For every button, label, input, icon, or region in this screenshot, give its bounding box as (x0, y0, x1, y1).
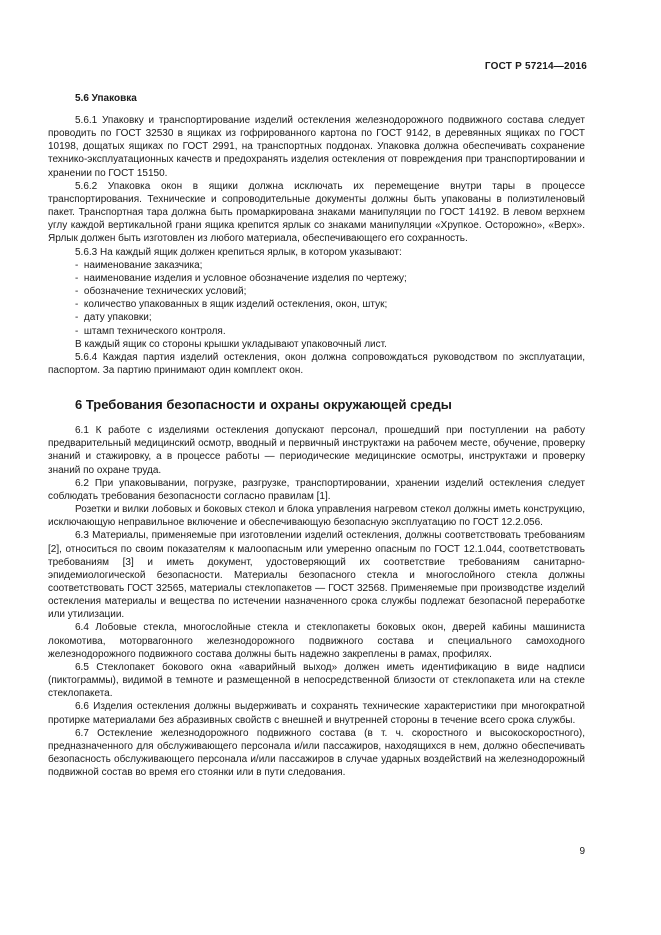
paragraph-6-4: 6.4 Лобовые стекла, многослойные стекла и стеклопакеты боковых окон, дверей кабины машиниста локомотива, моторвагонного железнодорожного подвижного состава и специального самоходного железнодорожного подвижного состава должны быть надежно закреплены в рамах, профилях. (48, 622, 585, 660)
list-item: - штамп технического контроля. (48, 325, 585, 338)
paragraph-6-2: 6.2 При упаковывании, погрузке, разгрузке, транспортировании, хранении изделий остекления следует соблюдать требования безопасности согласно правилам [1]. (48, 477, 585, 502)
list-item: - дату упаковки; (48, 311, 585, 324)
list-item: - обозначение технических условий; (48, 285, 585, 298)
paragraph-6-1: 6.1 К работе с изделиями остекления допускают персонал, прошедший при поступлении на работу предварительный медицинский осмотр, вводный и первичный инструктажи на рабочем месте, обучение, проверку знаний и стажировку, а в процессе работы — периодические медицинские осмотры, инструктажи и проверку знаний по охране труда. (48, 425, 585, 476)
label-contents-list (48, 259, 585, 338)
paragraph-packing-list: В каждый ящик со стороны крышки укладывают упаковочный лист. (75, 338, 387, 350)
list-item: - наименование изделия и условное обозначение изделия по чертежу; (48, 272, 585, 285)
section-6-title: 6 Требования безопасности и охраны окружающей среды (75, 397, 452, 413)
paragraph-6-5: 6.5 Стеклопакет бокового окна «аварийный выход» должен иметь идентификацию в виде надписи (пиктограммы), видимой в темноте и размещенной в непосредственной близости от стеклопакета или на стекле стеклопакета. (48, 661, 585, 700)
paragraph-5-6-2: 5.6.2 Упаковка окон в ящики должна исключать их перемещение внутри тары в процессе транспортирования. Технические и сопроводительные документы должны быть упакованы в полиэтиленовый пакет. Транспортная тара должна быть промаркирована знаками манипуляции по ГОСТ 14192. В левом верхнем углу каждой вертикальной грани ящика крепится ярлык со знаками манипуляции «Хрупкое. Осторожно», «Верх». Ярлык должен быть изготовлен из любого материала, обеспечивающего его сохранность. (48, 180, 585, 245)
paragraph-5-6-4: 5.6.4 Каждая партия изделий остекления, окон должна сопровождаться руководством по эксплуатации, паспортом. За партию принимают один комплект окон. (48, 351, 585, 376)
paragraph-6-3: 6.3 Материалы, применяемые при изготовлении изделий остекления, должны соответствовать требованиям [2], относиться по своим показателям к малоопасным или умеренно опасным по ГОСТ 12.1.044, соответствовать требованиям [3] и иметь документ, удостоверяющий их соответствие требованиям санитарно-эпидемиологической безопасности. Материалы безопасного стекла и многослойного стекла должны соответствовать ГОСТ 32565, материалы стеклопакетов — ГОСТ 32568. Применяемые при производстве изделий остекления материалы и вещества по истечении назначенного срока службы подлежат безопасной переработке или утилизации. (48, 530, 585, 621)
document-id: ГОСТ Р 57214—2016 (484, 61, 587, 72)
paragraph-6-6: 6.6 Изделия остекления должны выдерживать и сохранять технические характеристики при многократной протирке материалами без абразивных свойств с внешней и внутренней стороны в течение всего срока службы. (48, 701, 585, 726)
paragraph-5-6-1: 5.6.1 Упаковку и транспортирование изделий остекления железнодорожного подвижного состава следует проводить по ГОСТ 32530 в ящиках из гофрированного картона по ГОСТ 9142, в деревянных ящиках по ГОСТ 10198, дощатых ящиках по ГОСТ 2991, на транспортных поддонах. Упаковка должна обеспечивать сохранение технико-эксплуатационных качеств и предохранять изделия остекления от повреждения при транспортировании и хранении по ГОСТ 15150. (48, 115, 585, 179)
list-item: - наименование заказчика; (48, 259, 585, 272)
section-5-6-title: 5.6 Упаковка (75, 93, 137, 104)
paragraph-6-2-sockets: Розетки и вилки лобовых и боковых стекол и блока управления нагревом стекол должны иметь конструкцию, исключающую неправильное включение и обеспечивающую безопасную эксплуатацию по ГОСТ 12.2.056. (48, 504, 585, 529)
paragraph-5-6-3: 5.6.3 На каждый ящик должен крепиться ярлык, в котором указывают: (75, 246, 402, 258)
paragraph-6-7: 6.7 Остекление железнодорожного подвижного состава (в т. ч. скоростного и высокоскоростного), предназначенного для обслуживающего персонала и/или пассажиров, находящихся в нем, должно обеспечивать безопасность обслуживающего персонала и/или пассажиров в случае ударных воздействий на железнодорожный подвижной состав во время его стоянки или в пути следования. (48, 727, 585, 779)
page-number: 9 (579, 846, 585, 857)
list-item: - количество упакованных в ящик изделий остекления, окон, штук; (48, 298, 585, 311)
page-content (48, 93, 585, 779)
